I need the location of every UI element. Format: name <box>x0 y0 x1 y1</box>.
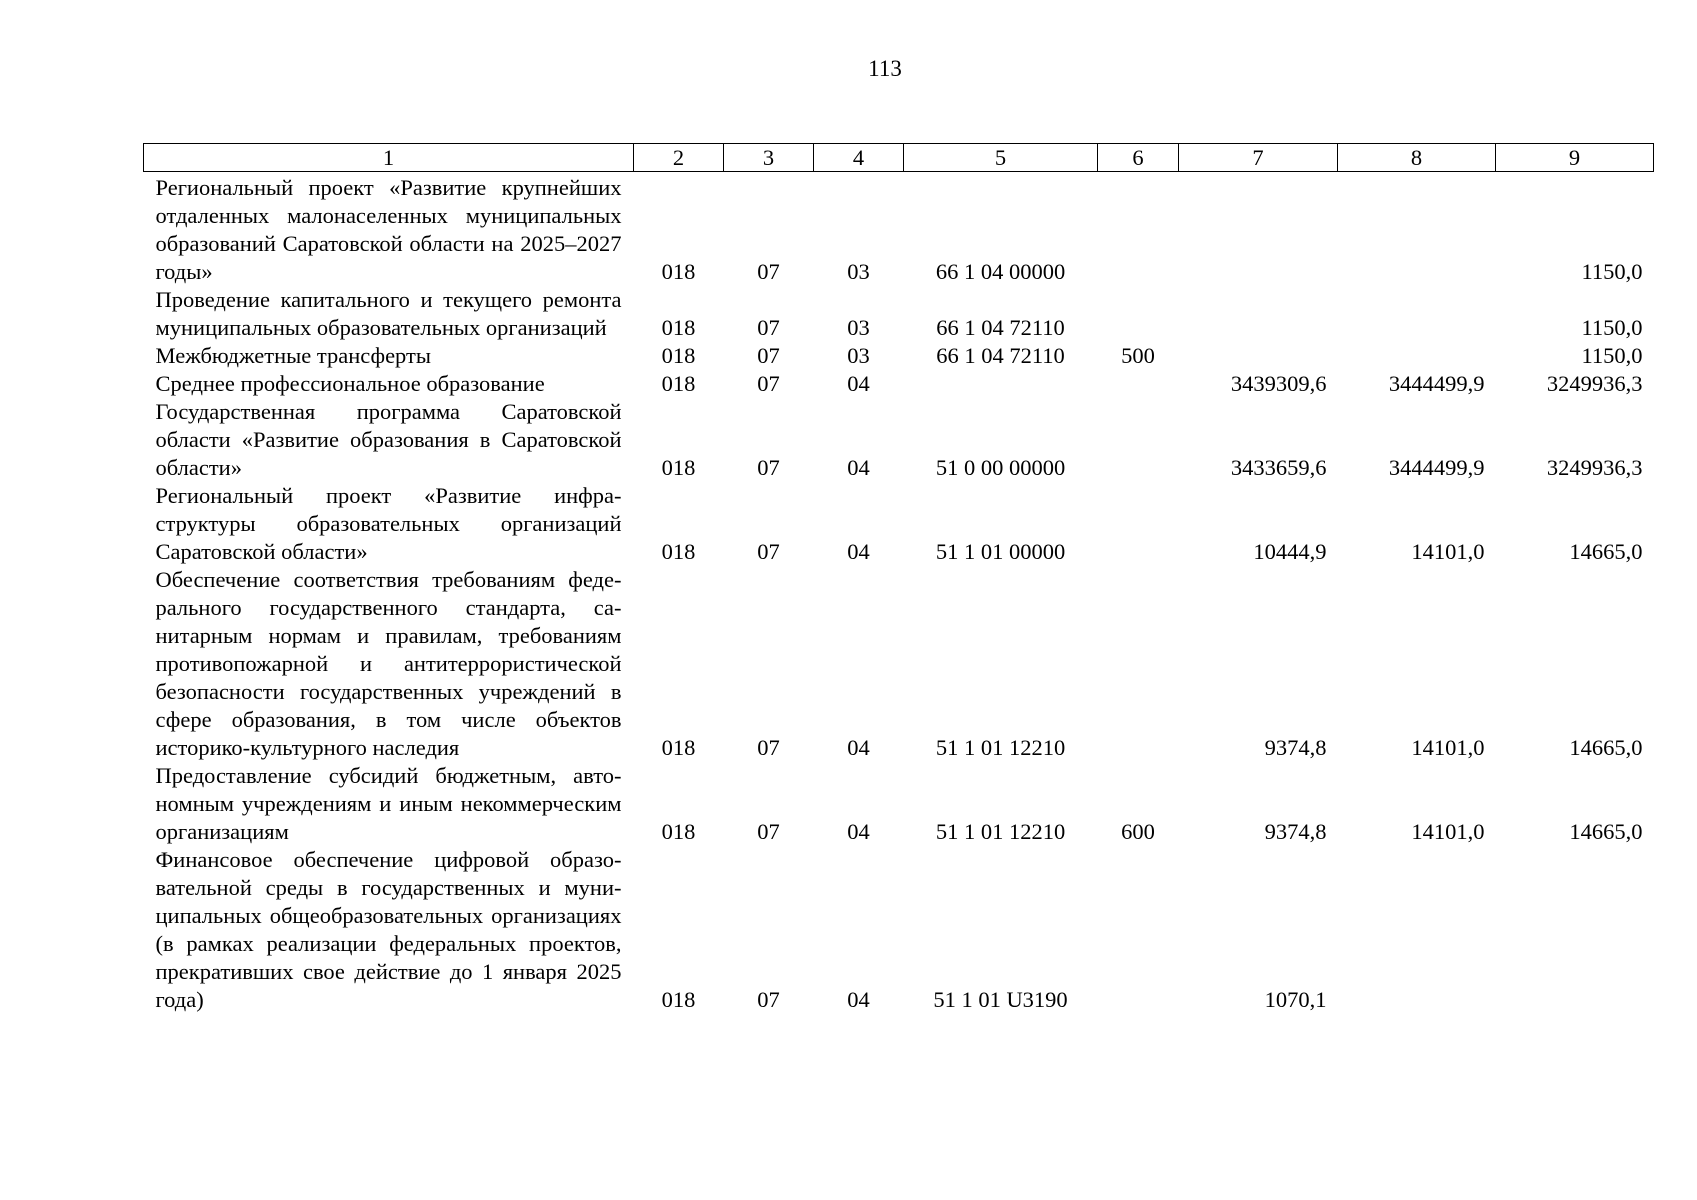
table-row <box>144 762 1654 846</box>
amount-col9-cell: 1150,0 <box>1581 259 1643 284</box>
column-header: 4 <box>814 144 904 172</box>
table-row <box>144 370 1654 398</box>
amount-col8-cell <box>1338 172 1496 287</box>
row-name-cell: Региональный проект «Развитие инфраструктуры образовательных организаций Саратовской области» <box>155 483 622 564</box>
ministry-code-cell: 018 <box>661 259 696 284</box>
amount-col9-cell <box>1496 846 1654 1014</box>
ministry-code-cell: 018 <box>661 455 696 480</box>
table-row <box>144 286 1654 342</box>
subsection-code-cell: 04 <box>847 819 870 844</box>
table-row <box>144 566 1654 762</box>
amount-col8-cell: 14101,0 <box>1411 539 1485 564</box>
amount-col8-cell <box>1338 286 1496 342</box>
subsection-code-cell: 04 <box>847 539 870 564</box>
ministry-code-cell: 018 <box>661 987 696 1012</box>
amount-col8-cell: 3444499,9 <box>1388 371 1485 396</box>
ministry-code-cell: 018 <box>661 343 696 368</box>
target-item-cell: 66 1 04 72110 <box>936 315 1065 340</box>
column-header: 7 <box>1179 144 1338 172</box>
target-item-cell: 51 1 01 00000 <box>935 539 1066 564</box>
expense-type-cell <box>1098 482 1179 566</box>
amount-col8-cell: 14101,0 <box>1411 819 1485 844</box>
table-row <box>144 172 1654 287</box>
amount-col9-cell: 14665,0 <box>1569 539 1643 564</box>
column-header: 9 <box>1496 144 1654 172</box>
target-item-cell: 51 0 00 00000 <box>935 455 1066 480</box>
column-header: 1 <box>144 144 634 172</box>
ministry-code-cell: 018 <box>661 735 696 760</box>
target-item-cell: 66 1 04 00000 <box>935 259 1066 284</box>
row-name-cell: Государственная программа Саратовской области «Развитие образования в Саратовской области» <box>155 399 622 480</box>
expense-type-cell: 600 <box>1121 819 1155 844</box>
subsection-code-cell: 04 <box>847 735 870 760</box>
table-header-row <box>144 144 1654 172</box>
subsection-code-cell: 04 <box>847 987 870 1012</box>
subsection-code-cell: 03 <box>847 259 870 284</box>
amount-col9-cell: 3249936,3 <box>1546 455 1643 480</box>
amount-col7-cell: 9374,8 <box>1264 735 1327 760</box>
amount-col7-cell: 10444,9 <box>1253 539 1327 564</box>
target-item-cell: 66 1 04 72110 <box>936 343 1065 368</box>
expense-type-cell <box>1098 566 1179 762</box>
target-item-cell: 51 1 01 12210 <box>935 819 1066 844</box>
section-code-cell: 07 <box>757 455 780 480</box>
row-name-cell: Финансовое обеспечение цифровой образовательной среды в государственных и муниципальных общеобразовательных организациях (в рамках реализации федеральных проектов, прекративших свое действие до 1 января 2025 года) <box>155 847 622 1012</box>
table-row <box>144 846 1654 1014</box>
row-name-cell: Региональный проект «Развитие крупнейших отдаленных малонаселенных муниципальных образований Саратовской области на 2025–2027 годы» <box>155 175 622 284</box>
column-header: 5 <box>904 144 1098 172</box>
amount-col7-cell: 1070,1 <box>1264 987 1327 1012</box>
amount-col9-cell: 14665,0 <box>1569 819 1643 844</box>
row-name-cell: Обеспечение соответствия требованиям федерального государственного стандарта, санитарным нормам и правилам, требованиям противопожарной и антитеррористической безопасности государственных учреждений в сфере образования, в том числе объектов историко-культурного наследия <box>155 567 622 760</box>
expense-type-cell <box>1098 398 1179 482</box>
amount-col7-cell <box>1179 172 1338 287</box>
section-code-cell: 07 <box>757 819 780 844</box>
target-item-cell: 51 1 01 U3190 <box>933 987 1068 1012</box>
target-item-cell <box>904 370 1098 398</box>
amount-col9-cell: 3249936,3 <box>1546 371 1643 396</box>
amount-col7-cell: 9374,8 <box>1264 819 1327 844</box>
amount-col8-cell: 3444499,9 <box>1388 455 1485 480</box>
expense-type-cell: 500 <box>1121 343 1155 368</box>
section-code-cell: 07 <box>757 371 780 396</box>
section-code-cell: 07 <box>757 539 780 564</box>
amount-col9-cell: 1150,0 <box>1581 315 1643 340</box>
ministry-code-cell: 018 <box>661 539 696 564</box>
row-name-cell: Среднее профессиональное образование <box>155 371 545 396</box>
row-name-cell: Межбюджетные трансферты <box>155 343 431 368</box>
row-name-cell: Проведение капитального и текущего ремонта муниципальных образовательных организаций <box>155 287 622 340</box>
table-row <box>144 398 1654 482</box>
section-code-cell: 07 <box>757 315 780 340</box>
column-header: 8 <box>1338 144 1496 172</box>
amount-col7-cell <box>1179 286 1338 342</box>
column-header: 6 <box>1098 144 1179 172</box>
section-code-cell: 07 <box>757 259 780 284</box>
budget-table <box>143 143 1654 1014</box>
column-header: 3 <box>724 144 814 172</box>
amount-col8-cell <box>1338 342 1496 370</box>
amount-col7-cell <box>1179 342 1338 370</box>
amount-col8-cell: 14101,0 <box>1411 735 1485 760</box>
table-row <box>144 482 1654 566</box>
section-code-cell: 07 <box>757 343 780 368</box>
table-row <box>144 342 1654 370</box>
expense-type-cell <box>1098 846 1179 1014</box>
column-header: 2 <box>634 144 724 172</box>
expense-type-cell <box>1098 370 1179 398</box>
amount-col9-cell: 14665,0 <box>1569 735 1643 760</box>
section-code-cell: 07 <box>757 987 780 1012</box>
amount-col8-cell <box>1338 846 1496 1014</box>
amount-col7-cell: 3433659,6 <box>1230 455 1327 480</box>
ministry-code-cell: 018 <box>661 819 696 844</box>
expense-type-cell <box>1098 286 1179 342</box>
subsection-code-cell: 04 <box>847 455 870 480</box>
ministry-code-cell: 018 <box>661 371 696 396</box>
expense-type-cell <box>1098 172 1179 287</box>
subsection-code-cell: 03 <box>847 315 870 340</box>
ministry-code-cell: 018 <box>661 315 696 340</box>
amount-col7-cell: 3439309,6 <box>1230 371 1327 396</box>
subsection-code-cell: 04 <box>847 371 870 396</box>
section-code-cell: 07 <box>757 735 780 760</box>
amount-col9-cell: 1150,0 <box>1581 343 1643 368</box>
target-item-cell: 51 1 01 12210 <box>935 735 1066 760</box>
page-number: 113 <box>868 56 902 81</box>
row-name-cell: Предоставление субсидий бюджетным, автономным учреждениям и иным некоммерческим организациям <box>155 763 622 844</box>
subsection-code-cell: 03 <box>847 343 870 368</box>
